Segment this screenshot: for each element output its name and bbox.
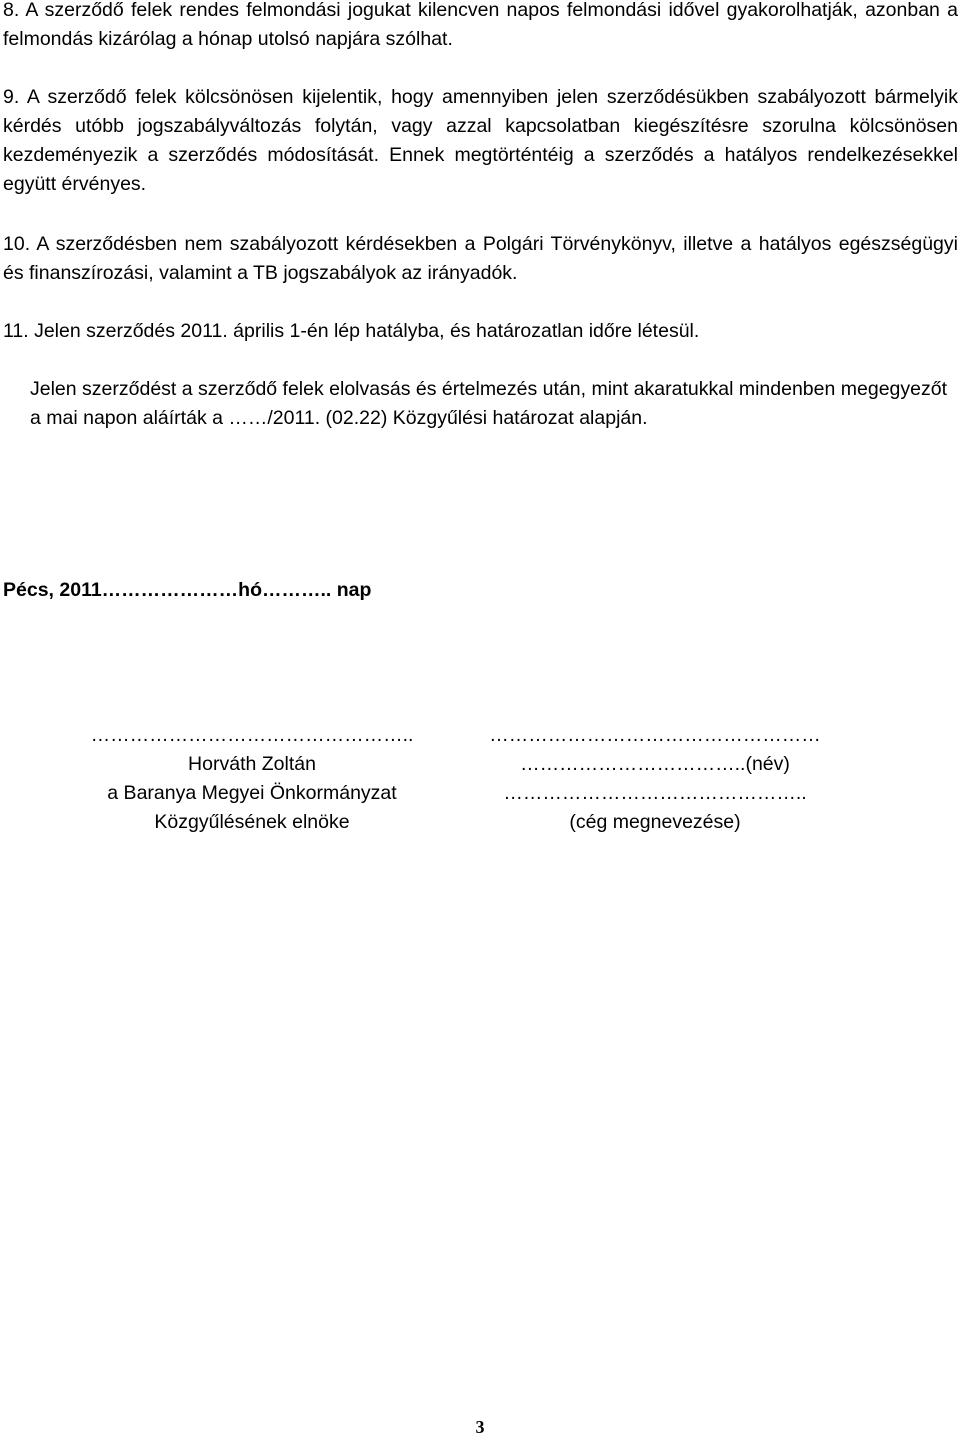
- company-name-label: (cég megnevezése): [569, 811, 741, 833]
- place-date-line: Pécs, 2011…………………hó……….. nap: [3, 579, 372, 601]
- paragraph-10: 10. A szerződésben nem szabályozott kérdésekben a Polgári Törvénykönyv, illetve a hatályos egészségügyi és finanszírozási, valamint a TB jogszabályok az irányadók.: [3, 233, 958, 284]
- signatory-title: a Baranya Megyei Önkormányzat: [107, 782, 397, 804]
- signature-block-left: [42, 721, 462, 837]
- paragraph-8: 8. A szerződő felek rendes felmondási jogukat kilencven napos felmondási idővel gyakorolhatják, azonban a felmondás kizárólag a hónap utolsó napjára szólhat.: [3, 0, 958, 50]
- paragraph-11: 11. Jelen szerződés 2011. április 1-én lép hatályba, és határozatlan időre létesül.: [3, 320, 700, 342]
- closing-paragraph: Jelen szerződést a szerződő felek elolvasás és értelmezés után, mint akaratukkal mindenben megegyezőt a mai napon aláírták a ……/2011. (02.22) Közgyűlési határozat alapján.: [30, 378, 947, 429]
- signature-line: …………………………………………..: [90, 724, 414, 746]
- company-name-line: ………………………………………..: [503, 782, 807, 804]
- signatory-name: Horváth Zoltán: [188, 753, 316, 775]
- paragraph-9: 9. A szerződő felek kölcsönösen kijelentik, hogy amennyiben jelen szerződésükben szabályozott bármelyik kérdés utóbb jogszabályváltozás folytán, vagy azzal kapcsolatban kiegészítésre szorulna kölcsönösen kezdeményezik a szerződés módosítását. Ennek megtörténtéig a szerződés a hatályos rendelkezésekkel együtt érvényes.: [3, 86, 958, 195]
- page-number: 3: [475, 1417, 485, 1437]
- signature-line: ……………………………………………: [489, 724, 821, 746]
- signatory-name-placeholder: ……………………………..(név): [520, 753, 790, 775]
- signature-block-right: [470, 721, 840, 837]
- signatory-title-2: Közgyűlésének elnöke: [154, 811, 350, 833]
